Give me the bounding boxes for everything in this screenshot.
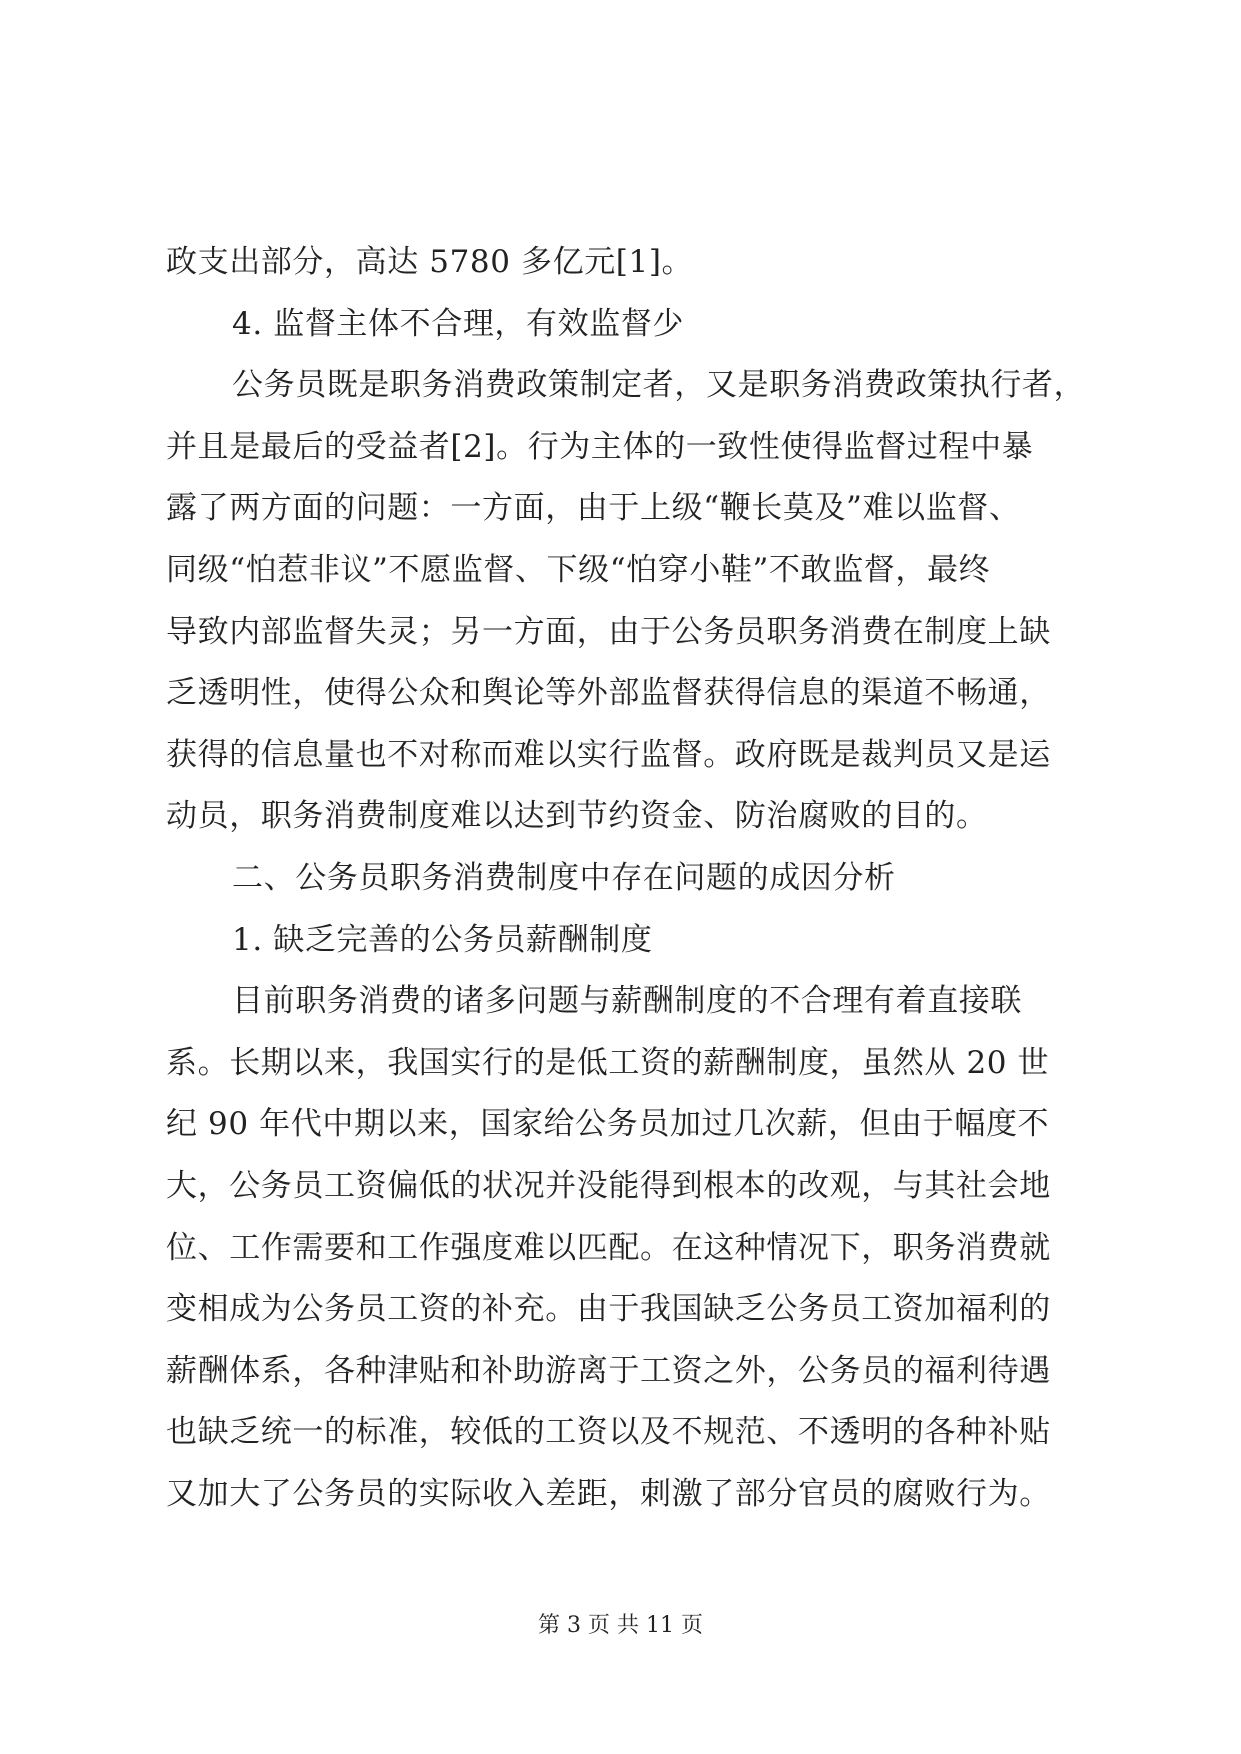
text-line: 同级“怕惹非议”不愿监督、下级“怕穿小鞋”不敢监督，最终 — [166, 551, 991, 588]
text-line: 导致内部监督失灵；另一方面，由于公务员职务消费在制度上缺 — [166, 613, 1051, 650]
text-line: 动员，职务消费制度难以达到节约资金、防治腐败的目的。 — [166, 798, 988, 835]
text-line: 又加大了公务员的实际收入差距，刺激了部分官员的腐败行为。 — [166, 1475, 1051, 1512]
text-line: 公务员既是职务消费政策制定者，又是职务消费政策执行者， — [232, 367, 1086, 404]
page-footer: 第 3 页 共 11 页 — [538, 1613, 703, 1638]
text-line: 位、工作需要和工作强度难以匹配。在这种情况下，职务消费就 — [166, 1229, 1051, 1266]
text-line: 政支出部分，高达 5780 多亿元[1]。 — [166, 244, 694, 280]
document-body — [166, 232, 1106, 1525]
text-line: 大，公务员工资偏低的状况并没能得到根本的改观，与其社会地 — [166, 1167, 1051, 1204]
text-line: 纪 90 年代中期以来，国家给公务员加过几次薪，但由于幅度不 — [166, 1106, 1050, 1143]
text-line: 获得的信息量也不对称而难以实行监督。政府既是裁判员又是运 — [166, 736, 1051, 773]
text-line: 系。长期以来，我国实行的是低工资的薪酬制度，虽然从 20 世 — [166, 1044, 1050, 1081]
text-line: 乏透明性，使得公众和舆论等外部监督获得信息的渠道不畅通， — [166, 675, 1051, 712]
text-line: 1. 缺乏完善的公务员薪酬制度 — [232, 921, 653, 958]
text-line: 目前职务消费的诸多问题与薪酬制度的不合理有着直接联 — [232, 983, 1022, 1020]
text-line: 露了两方面的问题：一方面，由于上级“鞭长莫及”难以监督、 — [166, 490, 1021, 527]
text-line: 薪酬体系，各种津贴和补助游离于工资之外，公务员的福利待遇 — [166, 1352, 1051, 1389]
text-line: 并且是最后的受益者[2]。行为主体的一致性使得监督过程中暴 — [166, 428, 1034, 465]
text-line: 4. 监督主体不合理，有效监督少 — [232, 305, 685, 342]
text-line: 变相成为公务员工资的补充。由于我国缺乏公务员工资加福利的 — [166, 1291, 1051, 1328]
text-line: 也缺乏统一的标准，较低的工资以及不规范、不透明的各种补贴 — [166, 1414, 1051, 1451]
text-line: 二、公务员职务消费制度中存在问题的成因分析 — [232, 859, 896, 896]
